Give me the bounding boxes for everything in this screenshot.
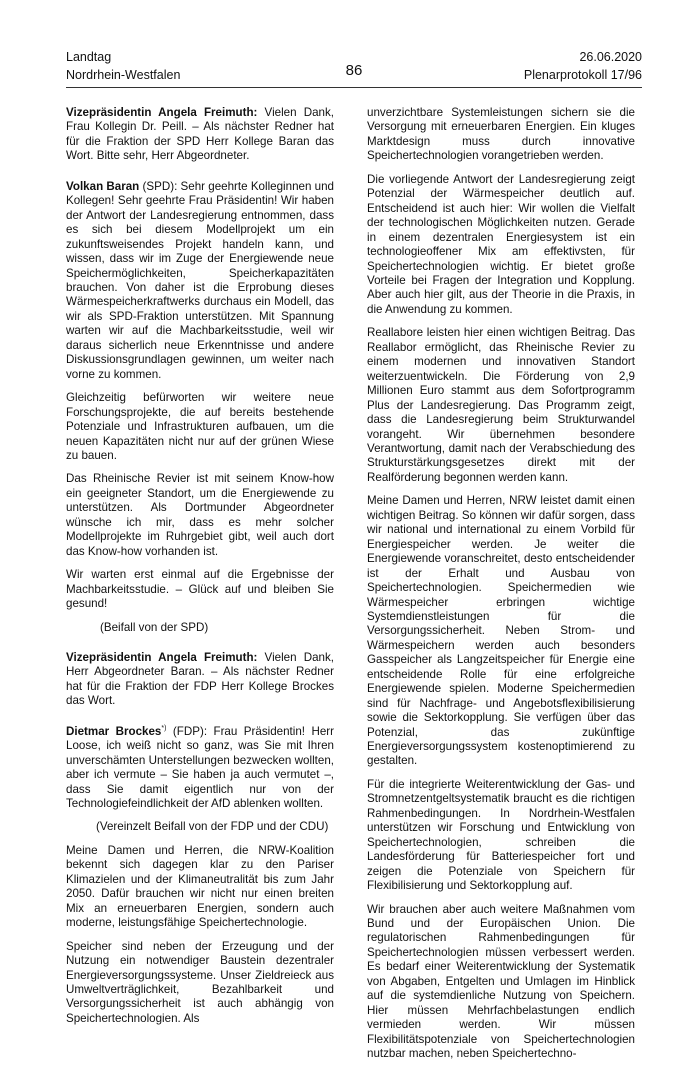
speech-text: (FDP): Frau Präsidentin! Herr Loose, ich weiß nicht so ganz, was Sie mit Ihren unverschämten Unterstellungen bezwecken wollten, aber ich vermute – Sie haben ja auch vermutet –, dass Sie damit eigentlich nur von der Technologiefeindlichkeit der AfD ablenken wollten.: [66, 724, 334, 811]
speech-paragraph: [66, 725, 334, 812]
page-header: [66, 48, 642, 88]
speech-paragraph: Wir warten erst einmal auf die Ergebnisse der Machbarkeitsstudie. – Glück auf und bleiben Sie gesund!: [66, 568, 334, 611]
footnote-mark: *): [161, 724, 167, 732]
header-right: [524, 48, 642, 84]
speech-paragraph: Das Rheinische Revier ist mit seinem Know-how ein geeigneter Standort, um die Energiewende zu unterstützen. Als Dortmunder Abgeordneter wünsche ich mir, dass es mehr solcher Modellprojekte im Ruhrgebiet gibt, weil auch dort das Know-how vorhanden ist.: [66, 472, 334, 558]
header-divider: [66, 87, 642, 88]
speech-paragraph: unverzichtbare Systemleistungen sichern sie die Versorgung mit erneuerbaren Energien. Ein kluges Marktdesign muss durch innovative Speichertechnologien vorangetrieben werden.: [367, 106, 635, 163]
session-date: 26.06.2020: [579, 50, 642, 64]
speaker-name: Dietmar Brockes: [66, 724, 162, 738]
right-column: [367, 106, 635, 1071]
parliament-name: Landtag: [66, 50, 112, 64]
speech-paragraph: Die vorliegende Antwort der Landesregierung zeigt Potenzial der Wärmespeicher deutlich auf. Entscheidend ist auch hier: Wir wollen die Vielfalt der technologischen Möglichkeiten nutzen. Gerade in einem dezentralen Energiesystem ist ein technologieoffener Mix am effektivsten, für Speichertechnologien wichtig. Er bietet große Vorteile bei Fragen der Integration und Kopplung. Aber auch hier gilt, aus der Theorie in die Praxis, in die Anwendung zu kommen.: [367, 172, 635, 316]
page-number: 86: [345, 62, 363, 79]
speech-paragraph: Wir brauchen aber auch weitere Maßnahmen vom Bund und der Europäischen Union. Die regulatorischen Rahmenbedingungen für Speichertechnologien müssen verbessert werden. Es bedarf einer Weiterentwicklung der Systematik von Abgaben, Entgelten und Umlagen im Hinblick auf die systemdienliche Nutzung von Speichern. Hier müssen Mehrfachbelastungen endlich vermieden werden. Wir müssen Flexibilitätspotenziale von Speichertechnologien nutzbar machen, neben Speichertechno-: [367, 902, 635, 1061]
speech-paragraph: Reallabore leisten hier einen wichtigen Beitrag. Das Reallabor ermöglicht, das Rheinische Revier zu einem modernen und innovativen Standort weiterzuentwickeln. Die Förderung von 2,9 Millionen Euro stammt aus dem Sofortprogramm Plus der Landesregierung. Das Programm zeigt, dass die Landesregierung beim Strukturwandel vorangeht. Wir übernehmen besondere Verantwortung, damit nach der Verabschiedung des Strukturstärkungsgesetzes direkt mit der Realförderung begonnen werden kann.: [367, 326, 635, 484]
speaker-name: Vizepräsidentin Angela Freimuth:: [66, 106, 258, 119]
speaker-name: Vizepräsidentin Angela Freimuth:: [66, 650, 258, 664]
state-name: Nordrhein-Westfalen: [66, 68, 181, 82]
protocol-number: Plenarprotokoll 17/96: [523, 68, 642, 82]
speech-paragraph: Gleichzeitig befürworten wir weitere neue Forschungsprojekte, die auf bereits bestehende Potenziale und Infrastrukturen aufbauen, um die neuen Kapazitäten nicht nur auf der grünen Wiese zu bauen.: [66, 391, 334, 462]
left-column: [66, 106, 334, 1035]
speech-paragraph: Speicher sind neben der Erzeugung und der Nutzung ein notwendiger Baustein dezentraler Energieversorgungssysteme. Unser Zieldreieck aus Umweltverträglichkeit, Bezahlbarkeit und Versorgungssicherheit ist auch abhängig von Speichertechnologien. Als: [66, 939, 334, 1025]
speech-paragraph: [66, 651, 334, 709]
applause-note: (Vereinzelt Beifall von der FDP und der CDU): [96, 820, 329, 834]
speech-paragraph: [66, 106, 334, 164]
applause-note: (Beifall von der SPD): [100, 620, 209, 634]
speech-paragraph: [66, 180, 334, 382]
speaker-name: Volkan Baran: [66, 179, 140, 193]
speech-paragraph: Meine Damen und Herren, NRW leistet damit einen wichtigen Beitrag. So können wir dafür sorgen, dass wir national und international zu einem Vorbild für Energiespeicher werden. Je weiter die Energiewende voranschreitet, desto entscheidender ist der Erhalt und Ausbau von Speichertechnologien. Speichermedien wie Wärmespeicher erbringen wichtige Systemdienstleistungen für die Versorgungssicherheit. Neben Strom- und Wärmespeichern werden auch besonders Gasspeicher als Langzeitspeicher für Energie eine entscheidende Rolle für eine erfolgreiche Energiewende spielen. Moderne Speichermedien sind für Nachfrage- und Angebotsflexibilisierung sowie die Sektorkopplung. Sie verfügen über das Potenzial, das zukünftige Energieversorgungssystem kostenoptimierend zu gestalten.: [367, 494, 635, 768]
speech-text: Vielen Dank, Frau Kollegin Dr. Peill. – Als nächster Redner hat für die Fraktion der SPD Herr Kollege Baran das Wort. Bitte sehr, Herr Abgeordneter.: [66, 106, 334, 163]
speech-paragraph: Für die integrierte Weiterentwicklung der Gas- und Stromnetzentgeltsystematik braucht es die richtigen Rahmenbedingungen. In Nordrhein-Westfalen unterstützen wir Forschung und Entwicklung von Speichertechnologien, schreiben die Landesförderung für Batteriespeicher fort und zeigen die Potenziale von Speichern für Flexibilisierung und Sektorkopplung auf.: [367, 777, 635, 893]
speech-paragraph: Meine Damen und Herren, die NRW-Koalition bekennt sich dagegen klar zu den Pariser Klimazielen und der Klimaneutralität bis zum Jahr 2050. Dafür brauchen wir nicht nur einen breiten Mix an erneuerbaren Energien, sondern auch moderne, leistungsfähige Speichertechnologie.: [66, 843, 334, 930]
speech-text: (SPD): Sehr geehrte Kolleginnen und Kollegen! Sehr geehrte Frau Präsidentin! Wir haben der Antwort der Landesregierung entnommen, dass es sich bei diesem Modellprojekt um ein zukunftsweisendes Projekt handeln kann, und wissen, dass wir im Zuge der Energiewende neue Speichermöglichkeiten, Speicherkapazitäten brauchen. Von daher ist die Erprobung dieses Wärmespeicherkraftwerks durchaus ein Modell, das wir als SPD-Fraktion unterstützen. Mit Spannung warten wir auf die Machbarkeitsstudie, weil wir daraus sicherlich neue Erkenntnisse und andere Diskussionsgrundlagen gewinnen, um weiter nach vorne zu kommen.: [66, 179, 334, 381]
speech-text: Vielen Dank, Herr Abgeordneter Baran. – Als nächster Redner hat für die Fraktion der FDP Herr Kollege Brockes das Wort.: [66, 650, 334, 708]
